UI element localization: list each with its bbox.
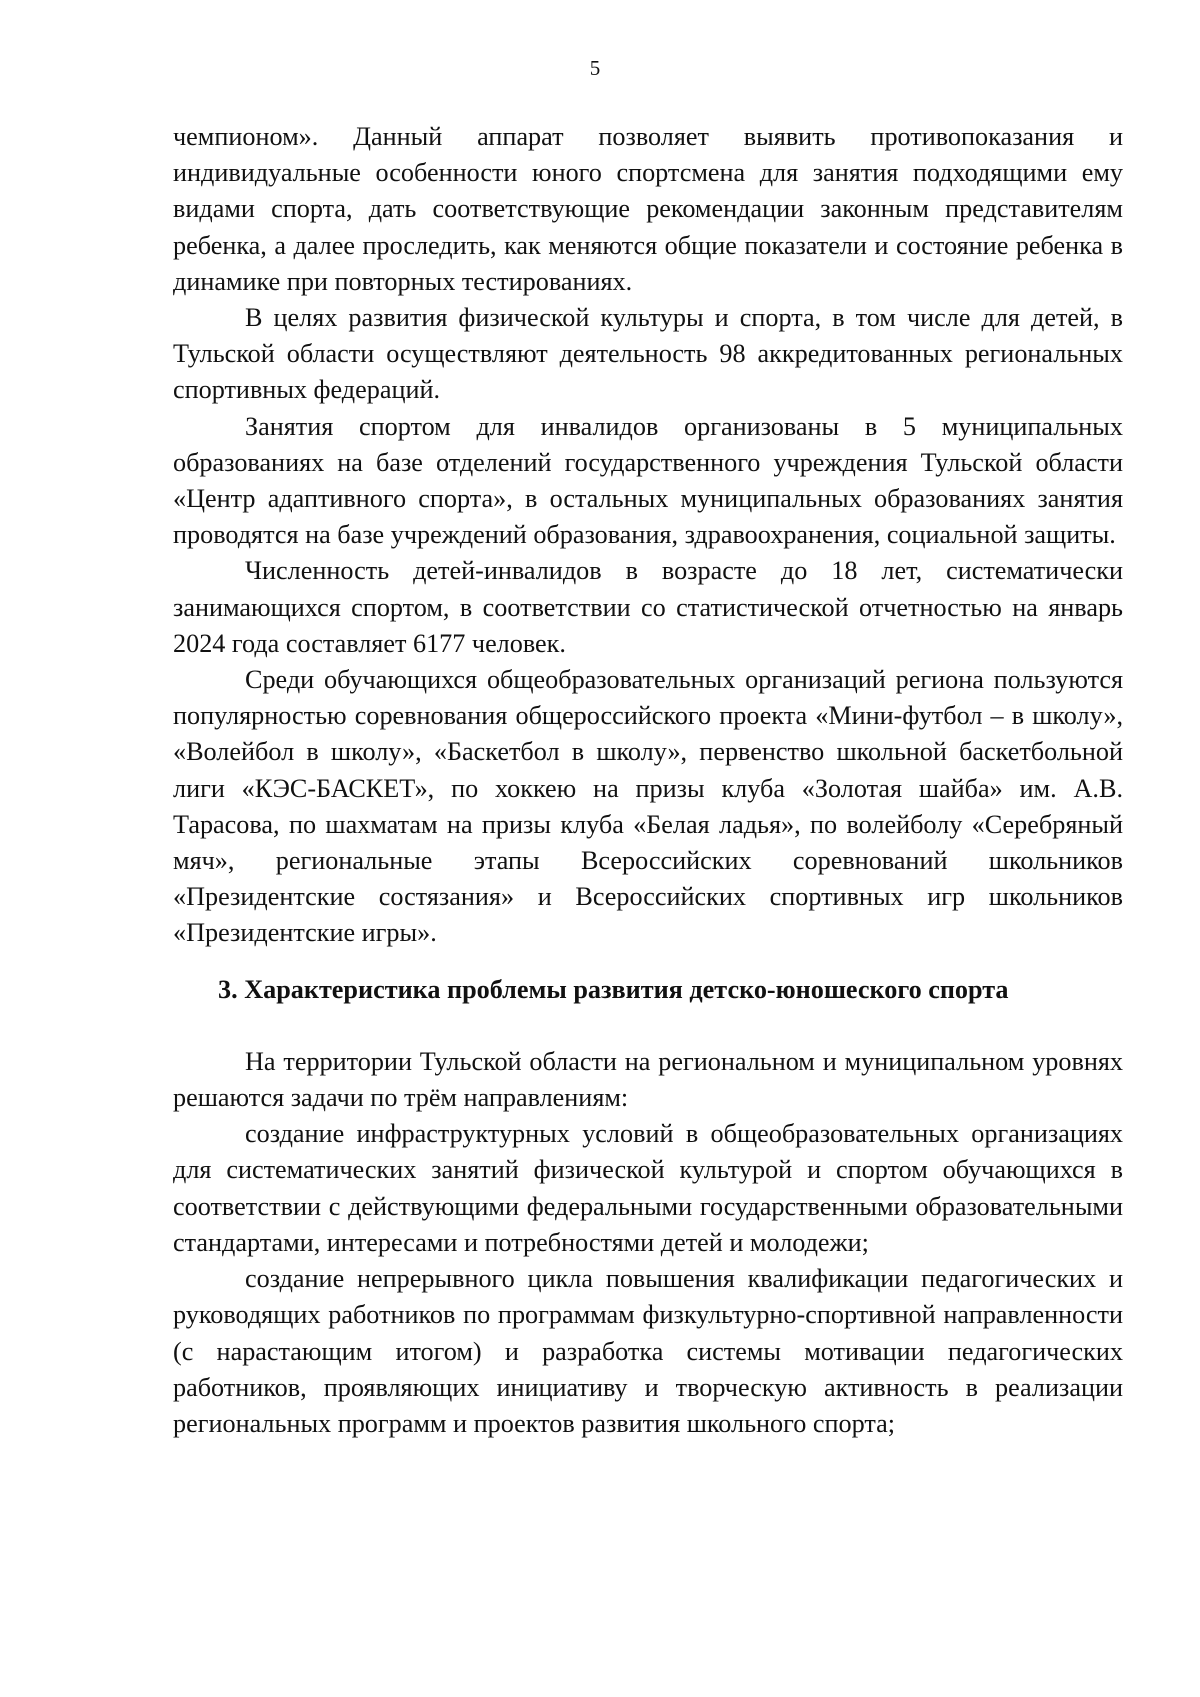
- paragraph-sport-federations: В целях развития физической культуры и спорта, в том числе для детей, в Тульской области осуществляют деятельность 98 аккредитованных региональных спортивных федераций.: [173, 303, 1123, 405]
- section-heading: 3. Характеристика проблемы развития детско-юношеского спорта: [218, 974, 1009, 1004]
- paragraph-school-competitions: Среди обучающихся общеобразовательных организаций региона пользуются популярностью соревнования общероссийского проекта «Мини-футбол – в школу», «Волейбол в школу», «Баскетбол в школу», первенство школьной баскетбольной лиги «КЭС-БАСКЕТ», по хоккею на призы клуба «Золотая шайба» им. А.В. Тарасова, по шахматам на призы клуба «Белая ладья», по волейболу «Серебряный мяч», региональные этапы Всероссийских соревнований школьников «Президентские состязания» и Всероссийских спортивных игр школьников «Президентские игры».: [173, 665, 1123, 948]
- list-item-infrastructure: создание инфраструктурных условий в общеобразовательных организациях для систематических занятий физической культурой и спортом обучающихся в соответствии с действующими федеральными государственными образовательными стандартами, интересами и потребностями детей и молодежи;: [173, 1119, 1123, 1257]
- paragraph-directions-intro: На территории Тульской области на региональном и муниципальном уровнях решаются задачи по трём направлениям:: [173, 1046, 1123, 1113]
- paragraph-continuation: чемпионом». Данный аппарат позволяет выявить противопоказания и индивидуальные особенности юного спортсмена для занятия подходящими ему видами спорта, дать соответствующие рекомендации законным представителям ребенка, а далее проследить, как меняются общие показатели и состояние ребенка в динамике при повторных тестированиях.: [173, 122, 1123, 296]
- paragraph-disabled-children-count: Численность детей-инвалидов в возрасте до 18 лет, систематически занимающихся спортом, в соответствии со статистической отчетностью на январь 2024 года составляет 6177 человек.: [173, 556, 1123, 658]
- page-number: 5: [589, 56, 601, 80]
- paragraph-adaptive-sport: Занятия спортом для инвалидов организованы в 5 муниципальных образованиях на базе отделений государственного учреждения Тульской области «Центр адаптивного спорта», в остальных муниципальных образованиях занятия проводятся на базе учреждений образования, здравоохранения, социальной защиты.: [173, 411, 1123, 550]
- document-body: [173, 119, 1123, 1442]
- list-item-qualification: создание непрерывного цикла повышения квалификации педагогических и руководящих работников по программам физкультурно-спортивной направленности (с нарастающим итогом) и разработка системы мотивации педагогических работников, проявляющих инициативу и творческую активность в реализации региональных программ и проектов развития школьного спорта;: [173, 1264, 1123, 1438]
